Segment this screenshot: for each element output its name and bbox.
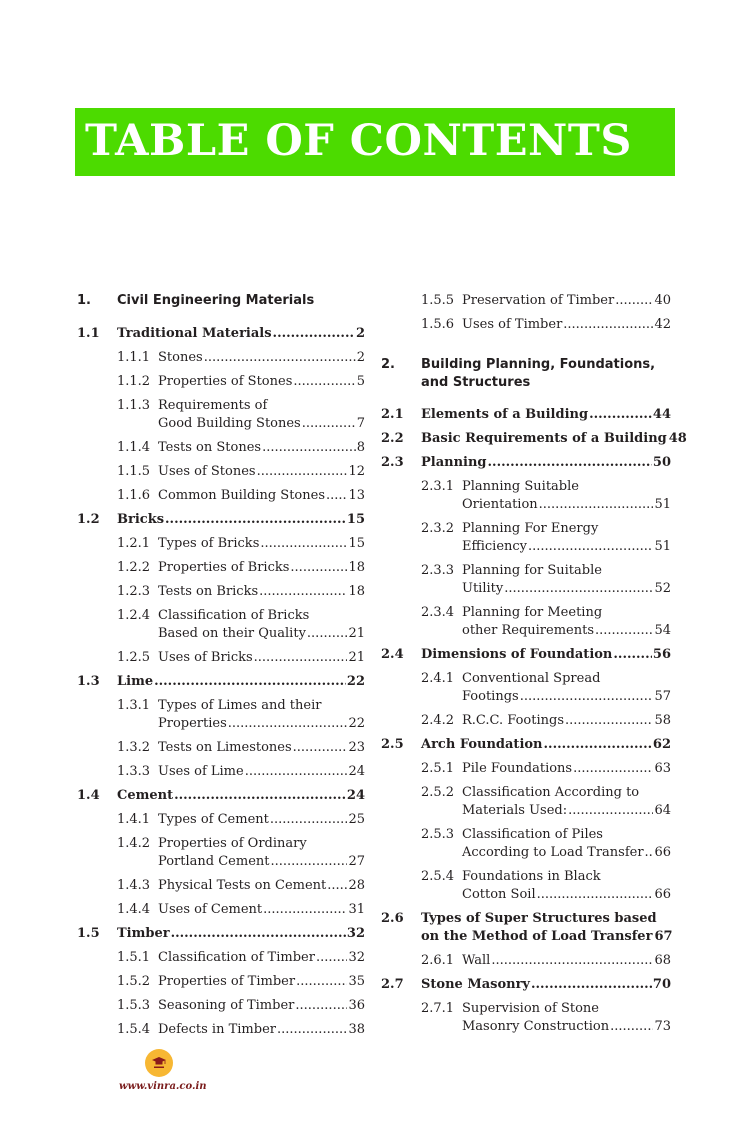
page-number: 68 <box>654 953 671 968</box>
page-number: 66 <box>654 887 671 902</box>
section-title: Traditional Materials <box>117 326 272 341</box>
dot-leader <box>520 688 654 706</box>
title-banner <box>75 108 675 176</box>
page-number: 22 <box>346 674 365 689</box>
section-title: R.C.C. Footings <box>462 713 564 728</box>
section-title: Classification According to <box>462 785 640 800</box>
dot-leader <box>259 583 347 601</box>
dot-leader <box>528 538 653 556</box>
page-number: 62 <box>652 737 671 752</box>
page-number: 42 <box>654 317 671 332</box>
section-title: Stone Masonry <box>421 977 530 992</box>
page-number: 32 <box>348 950 365 965</box>
section-title: Orientation <box>462 497 538 512</box>
section-number: 1.2.5 <box>117 650 151 665</box>
section-title: Uses of Cement <box>158 902 263 917</box>
page-number: 50 <box>652 455 671 470</box>
section-title: Materials Used: <box>462 803 568 818</box>
dot-leader <box>504 580 653 598</box>
dot-leader <box>171 925 346 943</box>
section-number: 1.3.3 <box>117 764 151 779</box>
page-number: 51 <box>654 497 671 512</box>
section-title: Types of Cement <box>158 812 269 827</box>
section-number: 2.3.4 <box>421 605 455 620</box>
section-title: Wall <box>462 953 491 968</box>
page-number: 38 <box>348 1022 365 1037</box>
section-number: 2.6 <box>381 911 404 926</box>
section-title: Defects in Timber <box>158 1022 276 1037</box>
page-number: 40 <box>654 293 671 308</box>
dot-leader <box>245 763 348 781</box>
section-number: 1.1.4 <box>117 440 151 455</box>
page-title: TABLE OF CONTENTS <box>85 116 632 166</box>
section-title: Types of Limes and their <box>158 698 322 713</box>
section-number: 2.3.1 <box>421 479 455 494</box>
section-title: Based on their Quality <box>158 626 306 641</box>
section-number: 1.5.1 <box>117 950 151 965</box>
page-number: 73 <box>654 1019 671 1034</box>
section-number: 1.4.1 <box>117 812 151 827</box>
page-number: 66 <box>654 845 671 860</box>
page-number: 23 <box>348 740 365 755</box>
page-number: 58 <box>654 713 671 728</box>
section-title: Lime <box>117 674 154 689</box>
dot-leader <box>573 760 653 778</box>
section-title: Properties of Bricks <box>158 560 290 575</box>
section-title: Tests on Bricks <box>158 584 259 599</box>
section-number: 1.4.2 <box>117 836 151 851</box>
section-number: 1.4 <box>77 788 100 803</box>
section-number: 1.1.1 <box>117 350 151 365</box>
page-number: 31 <box>348 902 365 917</box>
section-number: 1.4.4 <box>117 902 151 917</box>
section-number: 2.2 <box>381 431 404 446</box>
page-number: 15 <box>348 536 365 551</box>
section-number: 1.3.1 <box>117 698 151 713</box>
section-title: Preservation of Timber <box>462 293 615 308</box>
dot-leader <box>326 487 347 505</box>
page-number: 70 <box>652 977 671 992</box>
section-number: 2.4.1 <box>421 671 455 686</box>
section-number: 1.1.3 <box>117 398 151 413</box>
section-title: Uses of Bricks <box>158 650 253 665</box>
section-number: 1.2.3 <box>117 584 151 599</box>
dot-leader <box>568 802 653 820</box>
dot-leader <box>595 622 653 640</box>
dot-leader <box>645 844 654 862</box>
dot-leader <box>174 787 346 805</box>
section-title: other Requirements <box>462 623 594 638</box>
page-number: 52 <box>654 581 671 596</box>
page-number: 51 <box>654 539 671 554</box>
section-number: 1.5.4 <box>117 1022 151 1037</box>
dot-leader <box>228 715 348 733</box>
dot-leader <box>610 1018 653 1036</box>
section-number: 1. <box>77 293 91 308</box>
section-title: Uses of Timber <box>462 317 563 332</box>
section-title: Common Building Stones <box>158 488 326 503</box>
dot-leader <box>327 877 347 895</box>
dot-leader <box>296 973 347 991</box>
page-number: 18 <box>348 560 365 575</box>
section-number: 1.1.2 <box>117 374 151 389</box>
dot-leader <box>293 739 348 757</box>
section-title: Building Planning, Foundations, <box>421 357 656 372</box>
publisher-logo <box>145 1049 173 1077</box>
section-title: Planning <box>421 455 487 470</box>
section-title: Planning Suitable <box>462 479 579 494</box>
page-number: 22 <box>348 716 365 731</box>
section-title: Properties of Stones <box>158 374 293 389</box>
section-number: 1.2.4 <box>117 608 151 623</box>
section-number: 1.5.6 <box>421 317 455 332</box>
section-number: 1.2.2 <box>117 560 151 575</box>
page-number: 64 <box>654 803 671 818</box>
section-title: Good Building Stones <box>158 416 301 431</box>
section-title: Types of Super Structures based <box>421 911 657 926</box>
section-title: Tests on Stones <box>158 440 262 455</box>
website-link[interactable]: www.vinra.co.in <box>119 1081 207 1092</box>
section-number: 2.5.1 <box>421 761 455 776</box>
dot-leader <box>316 949 348 967</box>
section-title: and Structures <box>421 375 531 390</box>
page-number: 24 <box>346 788 365 803</box>
section-number: 1.2.1 <box>117 536 151 551</box>
dot-leader <box>263 901 347 919</box>
dot-leader <box>589 406 652 424</box>
section-number: 1.5 <box>77 926 100 941</box>
section-number: 2.5.2 <box>421 785 455 800</box>
page-number: 54 <box>654 623 671 638</box>
section-number: 1.5.3 <box>117 998 151 1013</box>
page-number: 15 <box>346 512 365 527</box>
section-title: Pile Foundations <box>462 761 573 776</box>
dot-leader <box>539 496 654 514</box>
page-number: 32 <box>346 926 365 941</box>
dot-leader <box>165 511 346 529</box>
dot-leader <box>488 454 652 472</box>
dot-leader <box>531 976 652 994</box>
page-number: 28 <box>348 878 365 893</box>
dot-leader <box>277 1021 347 1039</box>
page-number: 13 <box>348 488 365 503</box>
dot-leader <box>260 535 347 553</box>
dot-leader <box>270 853 347 871</box>
section-title: Elements of a Building <box>421 407 589 422</box>
section-number: 2.4 <box>381 647 404 662</box>
section-title: Foundations in Black <box>462 869 601 884</box>
page-number: 63 <box>654 761 671 776</box>
section-title: Seasoning of Timber <box>158 998 295 1013</box>
section-title: Footings <box>462 689 519 704</box>
section-title: Properties of Timber <box>158 974 296 989</box>
section-title: Classification of Bricks <box>158 608 310 623</box>
section-number: 2.6.1 <box>421 953 455 968</box>
page-number: 21 <box>348 626 365 641</box>
section-title: Arch Foundation <box>421 737 543 752</box>
dot-leader <box>204 349 356 367</box>
page-number: 35 <box>348 974 365 989</box>
dot-leader <box>302 415 356 433</box>
section-title: Portland Cement <box>158 854 270 869</box>
section-title: Supervision of Stone <box>462 1001 599 1016</box>
section-number: 2.7 <box>381 977 404 992</box>
page-number: 27 <box>348 854 365 869</box>
page-number: 8 <box>356 440 365 455</box>
section-title: Planning For Energy <box>462 521 599 536</box>
section-title: Uses of Stones <box>158 464 256 479</box>
dot-leader <box>613 646 652 664</box>
section-number: 2.3.3 <box>421 563 455 578</box>
section-number: 1.2 <box>77 512 100 527</box>
section-title: Properties <box>158 716 227 731</box>
section-title: Physical Tests on Cement <box>158 878 327 893</box>
section-title: Conventional Spread <box>462 671 601 686</box>
section-number: 2. <box>381 357 395 372</box>
section-number: 2.5.3 <box>421 827 455 842</box>
dot-leader <box>491 952 653 970</box>
section-title: on the Method of Load Transfer <box>421 929 653 944</box>
page-number: 2 <box>355 326 365 341</box>
page-number: 7 <box>356 416 365 431</box>
section-number: 2.3 <box>381 455 404 470</box>
section-title: Cement <box>117 788 174 803</box>
section-title: Planning for Meeting <box>462 605 603 620</box>
section-title: Bricks <box>117 512 165 527</box>
dot-leader <box>270 811 348 829</box>
page-number: 24 <box>348 764 365 779</box>
section-title: Classification of Timber <box>158 950 315 965</box>
page-number: 5 <box>356 374 365 389</box>
page-number: 44 <box>652 407 671 422</box>
page-number: 21 <box>348 650 365 665</box>
section-title: Classification of Piles <box>462 827 603 842</box>
section-number: 1.1 <box>77 326 100 341</box>
dot-leader <box>293 373 355 391</box>
section-title: Masonry Construction <box>462 1019 610 1034</box>
section-number: 2.7.1 <box>421 1001 455 1016</box>
section-number: 1.5.5 <box>421 293 455 308</box>
section-number: 2.5 <box>381 737 404 752</box>
page-number: 56 <box>652 647 671 662</box>
section-title: Cotton Soil <box>462 887 536 902</box>
section-title: Uses of Lime <box>158 764 244 779</box>
page-number: 48 <box>668 431 687 446</box>
section-title: Requirements of <box>158 398 268 413</box>
section-title: Timber <box>117 926 170 941</box>
graduation-cap-icon <box>151 1056 167 1070</box>
page-number: 18 <box>348 584 365 599</box>
section-title: Dimensions of Foundation <box>421 647 613 662</box>
page-number: 25 <box>348 812 365 827</box>
dot-leader <box>537 886 654 904</box>
dot-leader <box>565 712 653 730</box>
page-number: 36 <box>348 998 365 1013</box>
section-number: 2.3.2 <box>421 521 455 536</box>
section-title: Efficiency <box>462 539 528 554</box>
dot-leader <box>544 736 652 754</box>
section-title: Types of Bricks <box>158 536 260 551</box>
section-title: Tests on Limestones <box>158 740 292 755</box>
section-number: 1.4.3 <box>117 878 151 893</box>
section-title: Civil Engineering Materials <box>117 293 315 308</box>
dot-leader <box>295 997 347 1015</box>
page-number: 67 <box>654 929 673 944</box>
section-number: 2.4.2 <box>421 713 455 728</box>
section-title: Planning for Suitable <box>462 563 602 578</box>
section-number: 1.3 <box>77 674 100 689</box>
section-title: Utility <box>462 581 504 596</box>
section-title: Stones <box>158 350 203 365</box>
section-number: 1.3.2 <box>117 740 151 755</box>
page-number: 12 <box>348 464 365 479</box>
section-number: 1.1.6 <box>117 488 151 503</box>
section-title: Properties of Ordinary <box>158 836 307 851</box>
dot-leader <box>262 439 356 457</box>
section-number: 1.5.2 <box>117 974 151 989</box>
dot-leader <box>615 292 653 310</box>
dot-leader <box>254 649 348 667</box>
section-number: 2.1 <box>381 407 404 422</box>
page-number: 2 <box>356 350 365 365</box>
section-number: 2.5.4 <box>421 869 455 884</box>
section-title: According to Load Transfer <box>462 845 644 860</box>
dot-leader <box>563 316 653 334</box>
section-number: 1.1.5 <box>117 464 151 479</box>
dot-leader <box>273 325 355 343</box>
section-title: Basic Requirements of a Building <box>421 431 667 446</box>
dot-leader <box>307 625 348 643</box>
dot-leader <box>257 463 348 481</box>
dot-leader <box>154 673 346 691</box>
page-number: 57 <box>654 689 671 704</box>
dot-leader <box>290 559 347 577</box>
